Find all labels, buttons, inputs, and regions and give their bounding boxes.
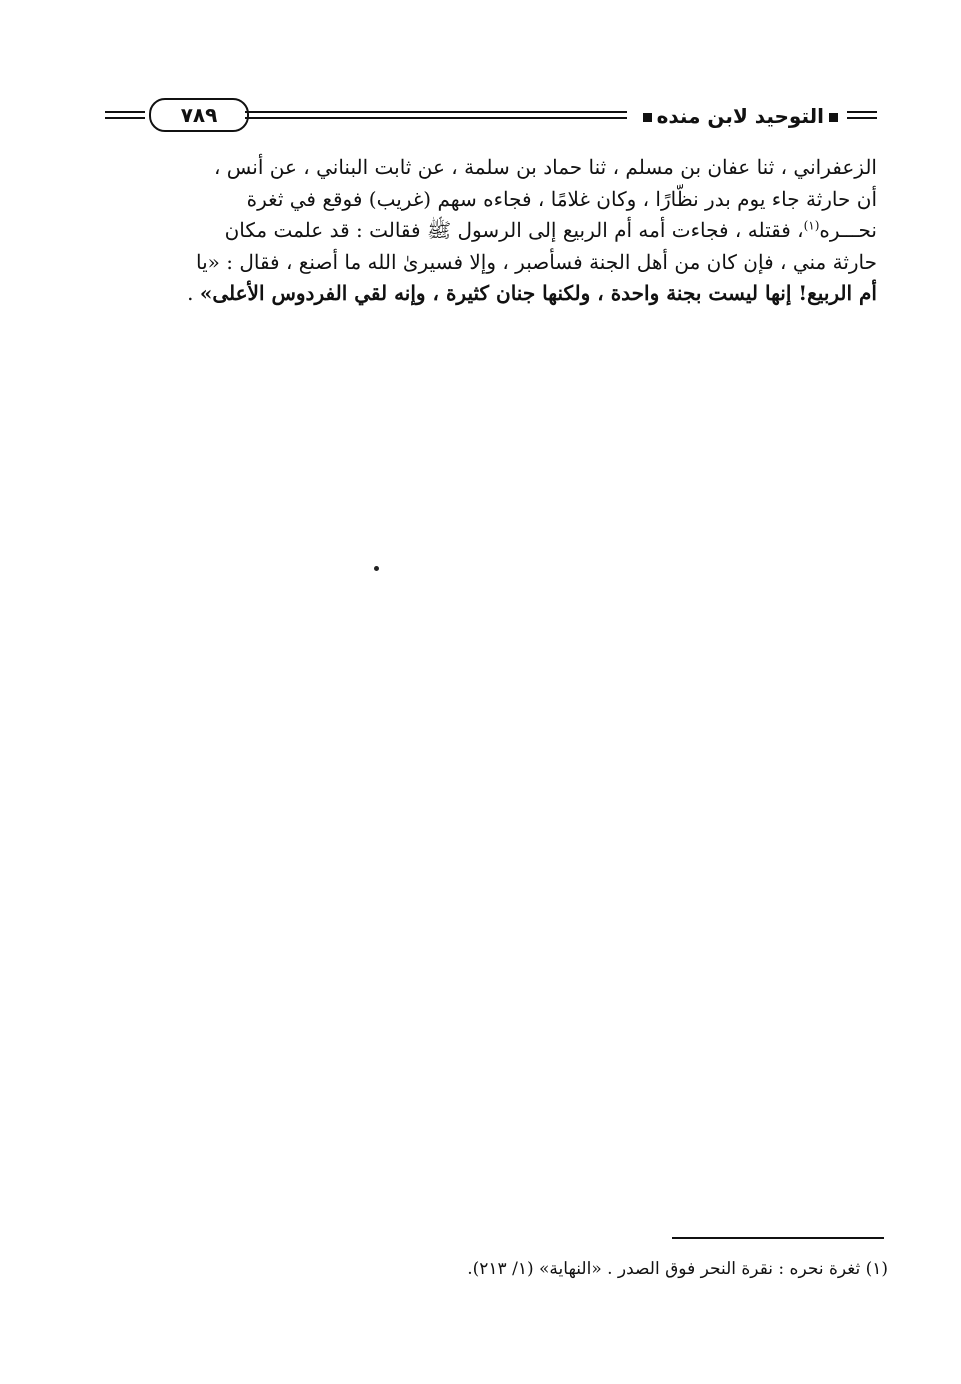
header-rule-right: [847, 111, 877, 113]
footnote: (١) ثغرة نحره : نقرة النحر فوق الصدر . «النهاية» (١/ ٢١٣).: [467, 1259, 888, 1279]
body-text-run: نحـــره: [819, 218, 877, 242]
footnote-marker[interactable]: (١): [803, 218, 820, 233]
page-header: [105, 98, 877, 138]
running-title: [638, 102, 843, 130]
body-text-run: ، فقتله ، فجاءت أمه أم الربيع إلى الرسول ﷺ فقالت : قد علمت مكان: [224, 218, 804, 242]
square-bullet-icon: [829, 113, 838, 122]
bold-hadith-text: أم الربيع! إنها ليست بجنة واحدة ، ولكنها جنان كثيرة ، وإنه لقي الفردوس الأعلى»: [199, 281, 877, 305]
ink-speck: [374, 566, 379, 571]
body-line: [105, 215, 877, 247]
page-number: ٧٨٩: [149, 98, 249, 132]
body-text: [105, 152, 877, 310]
header-rule-middle: [245, 111, 627, 113]
body-line: [105, 278, 877, 310]
body-line: حارثة مني ، فإن كان من أهل الجنة فسأصبر ، وإلا فسيرىٰ الله ما أصنع ، فقال : «يا: [195, 249, 877, 274]
header-rule-left: [105, 111, 145, 113]
body-text-run: .: [187, 281, 194, 305]
body-line: الزعفراني ، ثنا عفان بن مسلم ، ثنا حماد بن سلمة ، عن ثابت البناني ، عن أنس ،: [213, 155, 877, 179]
book-title: التوحيد لابن منده: [656, 104, 824, 128]
square-bullet-icon: [643, 113, 652, 122]
body-line: أن حارثة جاء يوم بدر نظّارًا ، وكان غلامًا ، فجاءه سهم (غريب) فوقع في ثغرة: [246, 186, 877, 211]
footnote-separator: [672, 1237, 884, 1239]
